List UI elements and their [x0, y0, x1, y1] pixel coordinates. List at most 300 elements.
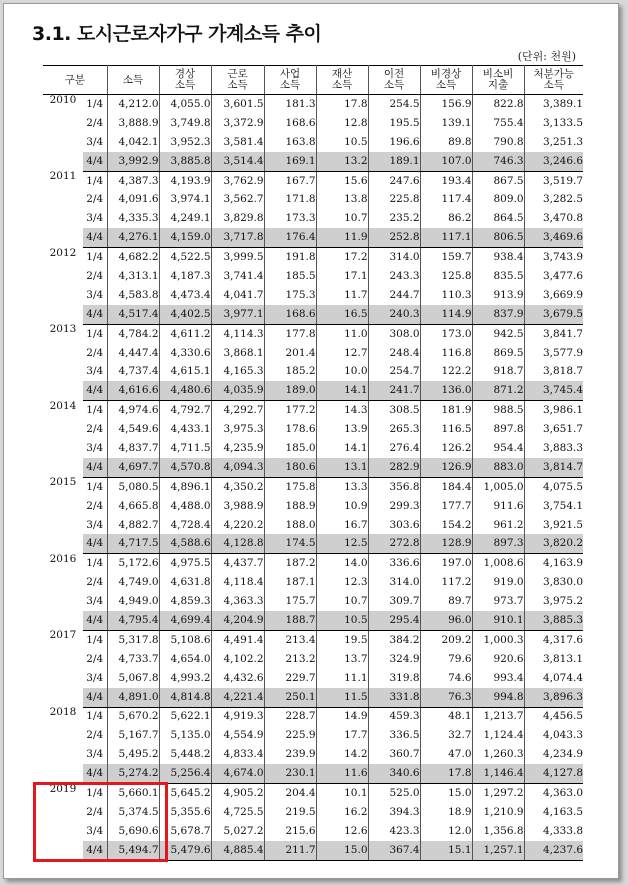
year-group-2017 [43, 630, 583, 707]
value-cell: 76.3 [420, 688, 472, 707]
value-cell: 4,313.1 [107, 267, 159, 286]
value-cell: 173.0 [420, 324, 472, 343]
value-cell: 4,193.9 [159, 171, 211, 190]
value-cell: 13.1 [316, 458, 368, 477]
value-cell: 5,374.5 [107, 803, 159, 822]
quarter-cell: 3/4 [86, 135, 104, 148]
table-row [43, 305, 583, 324]
value-cell: 918.7 [472, 362, 524, 381]
quarter-cell: 1/4 [86, 251, 104, 264]
quarter-cell: 2/4 [86, 346, 104, 359]
value-cell: 5,317.8 [107, 630, 159, 649]
quarter-cell: 4/4 [83, 458, 107, 477]
value-cell: 177.7 [420, 497, 472, 516]
quarter-cell: 2/4 [86, 423, 104, 436]
quarter-cell: 2/4 [86, 116, 104, 129]
highlight-box-2019 [33, 782, 168, 862]
value-cell: 5,027.2 [211, 822, 264, 841]
value-cell: 254.7 [368, 362, 420, 381]
value-cell: 3,577.9 [524, 344, 583, 363]
value-cell: 11.5 [316, 688, 368, 707]
value-cell: 911.6 [472, 497, 524, 516]
value-cell: 308.5 [368, 401, 420, 420]
value-cell: 3,885.3 [524, 611, 583, 630]
value-cell: 154.2 [420, 516, 472, 535]
value-cell: 3,745.4 [524, 381, 583, 400]
value-cell: 5,645.2 [159, 784, 211, 803]
year-group-2014 [43, 401, 583, 478]
value-cell: 230.1 [264, 764, 316, 783]
value-cell: 1,297.2 [472, 784, 524, 803]
value-cell: 3,679.5 [524, 305, 583, 324]
year-label: 2014 [49, 399, 77, 412]
value-cell: 114.9 [420, 305, 472, 324]
value-cell: 919.0 [472, 573, 524, 592]
value-cell: 4,549.6 [107, 420, 159, 439]
value-cell: 175.7 [264, 592, 316, 611]
value-cell: 4,583.8 [107, 286, 159, 305]
quarter-cell: 3/4 [86, 518, 104, 531]
quarter-cell: 4/4 [83, 764, 107, 783]
quarter-cell: 3/4 [86, 671, 104, 684]
value-cell: 136.0 [420, 381, 472, 400]
quarter-cell: 1/4 [86, 557, 104, 570]
value-cell: 126.2 [420, 439, 472, 458]
value-cell: 213.4 [264, 630, 316, 649]
value-cell: 746.3 [472, 152, 524, 171]
value-cell: 17.7 [316, 726, 368, 745]
value-cell: 174.5 [264, 534, 316, 553]
quarter-cell: 1/4 [86, 787, 104, 799]
value-cell: 187.1 [264, 573, 316, 592]
value-cell: 835.5 [472, 267, 524, 286]
value-cell: 3,372.9 [211, 114, 264, 133]
value-cell: 15.6 [316, 171, 368, 190]
header-period: 구분 [43, 66, 107, 95]
value-cell: 10.9 [316, 497, 368, 516]
quarter-cell: 2/4 [86, 805, 104, 818]
value-cell: 96.0 [420, 611, 472, 630]
value-cell: 4,885.4 [211, 841, 264, 860]
header-income: 소득 [107, 66, 159, 95]
value-cell: 181.3 [264, 95, 316, 114]
value-cell: 14.9 [316, 707, 368, 726]
quarter-cell: 4/4 [83, 305, 107, 324]
value-cell: 867.5 [472, 171, 524, 190]
value-cell: 837.9 [472, 305, 524, 324]
header-labor: 근로 소득 [211, 66, 264, 95]
year-group-2012 [43, 248, 583, 325]
value-cell: 314.0 [368, 573, 420, 592]
value-cell: 4,437.7 [211, 554, 264, 573]
value-cell: 4,335.3 [107, 209, 159, 228]
value-cell: 3,885.8 [159, 152, 211, 171]
value-cell: 3,814.7 [524, 458, 583, 477]
value-cell: 3,469.6 [524, 228, 583, 247]
value-cell: 3,562.7 [211, 190, 264, 209]
quarter-cell: 1/4 [86, 97, 104, 110]
value-cell: 197.0 [420, 554, 472, 573]
value-cell: 159.7 [420, 248, 472, 267]
value-cell: 79.6 [420, 650, 472, 669]
value-cell: 3,389.1 [524, 95, 583, 114]
value-cell: 4,432.6 [211, 669, 264, 688]
value-cell: 3,601.5 [211, 95, 264, 114]
value-cell: 3,896.3 [524, 688, 583, 707]
quarter-cell: 2/4 [86, 193, 104, 206]
value-cell: 394.3 [368, 803, 420, 822]
value-cell: 4,042.1 [107, 133, 159, 152]
table-row [43, 630, 583, 649]
page-title: 3.1. 도시근로자가구 가계소득 추이 [32, 23, 322, 45]
value-cell: 5,135.0 [159, 726, 211, 745]
value-cell: 319.8 [368, 669, 420, 688]
value-cell: 1,146.4 [472, 764, 524, 783]
table-row [43, 420, 583, 439]
value-cell: 4,350.2 [211, 477, 264, 496]
value-cell: 3,841.7 [524, 324, 583, 343]
value-cell: 19.5 [316, 630, 368, 649]
value-cell: 3,975.3 [211, 420, 264, 439]
value-cell: 235.2 [368, 209, 420, 228]
value-cell: 3,999.5 [211, 248, 264, 267]
header-row [43, 66, 583, 95]
value-cell: 5,256.4 [159, 764, 211, 783]
table-row [43, 324, 583, 343]
value-cell: 14.2 [316, 745, 368, 764]
quarter-cell: 2/4 [86, 576, 104, 589]
table-row [43, 650, 583, 669]
value-cell: 4,075.5 [524, 477, 583, 496]
value-cell: 3,952.3 [159, 133, 211, 152]
value-cell: 1,257.1 [472, 841, 524, 860]
table-row [43, 286, 583, 305]
value-cell: 4,784.2 [107, 324, 159, 343]
value-cell: 3,251.3 [524, 133, 583, 152]
value-cell: 3,470.8 [524, 209, 583, 228]
value-cell: 4,118.4 [211, 573, 264, 592]
table-row [43, 497, 583, 516]
value-cell: 938.4 [472, 248, 524, 267]
value-cell: 3,986.1 [524, 401, 583, 420]
value-cell: 4,163.5 [524, 803, 583, 822]
value-cell: 229.7 [264, 669, 316, 688]
value-cell: 248.4 [368, 344, 420, 363]
value-cell: 4,433.1 [159, 420, 211, 439]
value-cell: 5,067.8 [107, 669, 159, 688]
value-cell: 4,091.6 [107, 190, 159, 209]
value-cell: 4,859.3 [159, 592, 211, 611]
value-cell: 240.3 [368, 305, 420, 324]
value-cell: 360.7 [368, 745, 420, 764]
value-cell: 176.4 [264, 228, 316, 247]
value-cell: 12.8 [316, 114, 368, 133]
year-label: 2016 [49, 552, 77, 565]
value-cell: 384.2 [368, 630, 420, 649]
value-cell: 241.7 [368, 381, 420, 400]
quarter-cell: 1/4 [86, 174, 104, 187]
value-cell: 4,055.0 [159, 95, 211, 114]
value-cell: 201.4 [264, 344, 316, 363]
value-cell: 4,473.4 [159, 286, 211, 305]
value-cell: 14.1 [316, 439, 368, 458]
value-cell: 110.3 [420, 286, 472, 305]
value-cell: 3,743.9 [524, 248, 583, 267]
value-cell: 5,678.7 [159, 822, 211, 841]
value-cell: 303.6 [368, 516, 420, 535]
value-cell: 244.7 [368, 286, 420, 305]
year-label: 2010 [49, 94, 77, 106]
value-cell: 4,235.9 [211, 439, 264, 458]
value-cell: 864.5 [472, 209, 524, 228]
value-cell: 163.8 [264, 133, 316, 152]
value-cell: 11.0 [316, 324, 368, 343]
value-cell: 169.1 [264, 152, 316, 171]
value-cell: 3,762.9 [211, 171, 264, 190]
value-cell: 188.7 [264, 611, 316, 630]
value-cell: 178.6 [264, 420, 316, 439]
value-cell: 4,616.6 [107, 381, 159, 400]
value-cell: 15.0 [420, 784, 472, 803]
value-cell: 809.0 [472, 190, 524, 209]
value-cell: 4,749.0 [107, 573, 159, 592]
year-label: 2018 [49, 706, 77, 718]
value-cell: 340.6 [368, 764, 420, 783]
value-cell: 247.6 [368, 171, 420, 190]
table-row [43, 573, 583, 592]
value-cell: 3,921.5 [524, 516, 583, 535]
value-cell: 1,124.4 [472, 726, 524, 745]
value-cell: 181.9 [420, 401, 472, 420]
value-cell: 5,167.7 [107, 726, 159, 745]
year-group-2013 [43, 324, 583, 401]
table-row [43, 745, 583, 764]
value-cell: 1,260.3 [472, 745, 524, 764]
value-cell: 15.0 [316, 841, 368, 860]
value-cell: 4,905.2 [211, 784, 264, 803]
value-cell: 14.3 [316, 401, 368, 420]
value-cell: 12.3 [316, 573, 368, 592]
table-row [43, 133, 583, 152]
value-cell: 17.1 [316, 267, 368, 286]
table-row [43, 190, 583, 209]
value-cell: 5,479.6 [159, 841, 211, 860]
value-cell: 14.1 [316, 381, 368, 400]
value-cell: 107.0 [420, 152, 472, 171]
value-cell: 204.4 [264, 784, 316, 803]
value-cell: 1,008.6 [472, 554, 524, 573]
value-cell: 4,699.4 [159, 611, 211, 630]
value-cell: 4,737.4 [107, 362, 159, 381]
value-cell: 89.7 [420, 592, 472, 611]
table-row [43, 267, 583, 286]
value-cell: 4,035.9 [211, 381, 264, 400]
value-cell: 4,896.1 [159, 477, 211, 496]
value-cell: 324.9 [368, 650, 420, 669]
quarter-cell: 3/4 [86, 288, 104, 301]
value-cell: 12.7 [316, 344, 368, 363]
value-cell: 910.1 [472, 611, 524, 630]
value-cell: 177.2 [264, 401, 316, 420]
value-cell: 3,829.8 [211, 209, 264, 228]
value-cell: 5,495.2 [107, 745, 159, 764]
value-cell: 4,456.5 [524, 707, 583, 726]
value-cell: 4,127.8 [524, 764, 583, 783]
value-cell: 215.6 [264, 822, 316, 841]
value-cell: 3,133.5 [524, 114, 583, 133]
value-cell: 871.2 [472, 381, 524, 400]
value-cell: 299.3 [368, 497, 420, 516]
value-cell: 175.3 [264, 286, 316, 305]
quarter-cell: 4/4 [83, 381, 107, 400]
value-cell: 913.9 [472, 286, 524, 305]
value-cell: 4,480.6 [159, 381, 211, 400]
value-cell: 4,674.0 [211, 764, 264, 783]
value-cell: 193.4 [420, 171, 472, 190]
value-cell: 185.2 [264, 362, 316, 381]
value-cell: 74.6 [420, 669, 472, 688]
value-cell: 3,246.6 [524, 152, 583, 171]
value-cell: 5,355.6 [159, 803, 211, 822]
table-row [43, 95, 583, 114]
quarter-cell: 4/4 [83, 228, 107, 247]
value-cell: 3,754.1 [524, 497, 583, 516]
table-row [43, 248, 583, 267]
value-cell: 15.1 [420, 841, 472, 860]
document-page [3, 3, 619, 879]
value-cell: 3,813.1 [524, 650, 583, 669]
value-cell: 156.9 [420, 95, 472, 114]
value-cell: 89.8 [420, 133, 472, 152]
value-cell: 4,363.3 [211, 592, 264, 611]
value-cell: 4,041.7 [211, 286, 264, 305]
value-cell: 13.3 [316, 477, 368, 496]
year-group-2011 [43, 171, 583, 248]
value-cell: 3,749.8 [159, 114, 211, 133]
value-cell: 4,234.9 [524, 745, 583, 764]
value-cell: 175.8 [264, 477, 316, 496]
value-cell: 4,163.9 [524, 554, 583, 573]
value-cell: 4,491.4 [211, 630, 264, 649]
value-cell: 4,387.3 [107, 171, 159, 190]
value-cell: 225.8 [368, 190, 420, 209]
value-cell: 988.5 [472, 401, 524, 420]
value-cell: 3,514.4 [211, 152, 264, 171]
quarter-cell: 1/4 [86, 327, 104, 340]
table-row [43, 152, 583, 171]
quarter-cell: 3/4 [86, 595, 104, 608]
value-cell: 4,094.3 [211, 458, 264, 477]
value-cell: 5,494.7 [107, 841, 159, 860]
value-cell: 4,837.7 [107, 439, 159, 458]
value-cell: 185.5 [264, 267, 316, 286]
value-cell: 3,830.0 [524, 573, 583, 592]
header-business: 사업 소득 [264, 66, 316, 95]
quarter-cell: 1/4 [86, 404, 104, 417]
value-cell: 4,212.0 [107, 95, 159, 114]
value-cell: 4,717.5 [107, 534, 159, 553]
value-cell: 11.9 [316, 228, 368, 247]
value-cell: 13.2 [316, 152, 368, 171]
year-group-2010 [43, 95, 583, 172]
quarter-cell: 2/4 [86, 729, 104, 742]
table-row [43, 458, 583, 477]
table-row [43, 669, 583, 688]
value-cell: 806.5 [472, 228, 524, 247]
value-cell: 309.7 [368, 592, 420, 611]
value-cell: 125.8 [420, 267, 472, 286]
value-cell: 367.4 [368, 841, 420, 860]
value-cell: 942.5 [472, 324, 524, 343]
header-transfer: 이전 소득 [368, 66, 420, 95]
value-cell: 265.3 [368, 420, 420, 439]
header-nonconsumption: 비소비 지출 [472, 66, 524, 95]
value-cell: 10.1 [316, 784, 368, 803]
year-label: 2012 [49, 246, 77, 259]
value-cell: 4,611.2 [159, 324, 211, 343]
value-cell: 16.7 [316, 516, 368, 535]
value-cell: 189.1 [368, 152, 420, 171]
value-cell: 5,622.1 [159, 707, 211, 726]
value-cell: 14.0 [316, 554, 368, 573]
value-cell: 4,276.1 [107, 228, 159, 247]
value-cell: 336.6 [368, 554, 420, 573]
table-row [43, 534, 583, 553]
year-label: 2019 [49, 782, 77, 795]
value-cell: 3,888.9 [107, 114, 159, 133]
value-cell: 3,974.1 [159, 190, 211, 209]
year-group-2016 [43, 554, 583, 631]
value-cell: 5,448.2 [159, 745, 211, 764]
value-cell: 459.3 [368, 707, 420, 726]
value-cell: 3,519.7 [524, 171, 583, 190]
value-cell: 16.2 [316, 803, 368, 822]
value-cell: 4,697.7 [107, 458, 159, 477]
value-cell: 3,977.1 [211, 305, 264, 324]
value-cell: 994.8 [472, 688, 524, 707]
value-cell: 4,114.3 [211, 324, 264, 343]
value-cell: 11.1 [316, 669, 368, 688]
value-cell: 5,670.2 [107, 707, 159, 726]
value-cell: 4,975.5 [159, 554, 211, 573]
value-cell: 954.4 [472, 439, 524, 458]
value-cell: 168.6 [264, 114, 316, 133]
value-cell: 12.5 [316, 534, 368, 553]
value-cell: 5,080.5 [107, 477, 159, 496]
quarter-cell: 4/4 [83, 688, 107, 707]
value-cell: 4,615.1 [159, 362, 211, 381]
header-ordinary: 경상 소득 [159, 66, 211, 95]
value-cell: 139.1 [420, 114, 472, 133]
header-property: 재산 소득 [316, 66, 368, 95]
value-cell: 180.6 [264, 458, 316, 477]
quarter-cell: 1/4 [86, 710, 104, 723]
value-cell: 3,581.4 [211, 133, 264, 152]
value-cell: 13.8 [316, 190, 368, 209]
value-cell: 3,669.9 [524, 286, 583, 305]
header-nonordinary: 비경상 소득 [420, 66, 472, 95]
table-row [43, 726, 583, 745]
quarter-cell: 3/4 [86, 824, 104, 837]
value-cell: 16.5 [316, 305, 368, 324]
value-cell: 4,292.7 [211, 401, 264, 420]
value-cell: 128.9 [420, 534, 472, 553]
value-cell: 188.0 [264, 516, 316, 535]
value-cell: 10.7 [316, 592, 368, 611]
value-cell: 4,333.8 [524, 822, 583, 841]
value-cell: 4,792.7 [159, 401, 211, 420]
value-cell: 10.5 [316, 611, 368, 630]
